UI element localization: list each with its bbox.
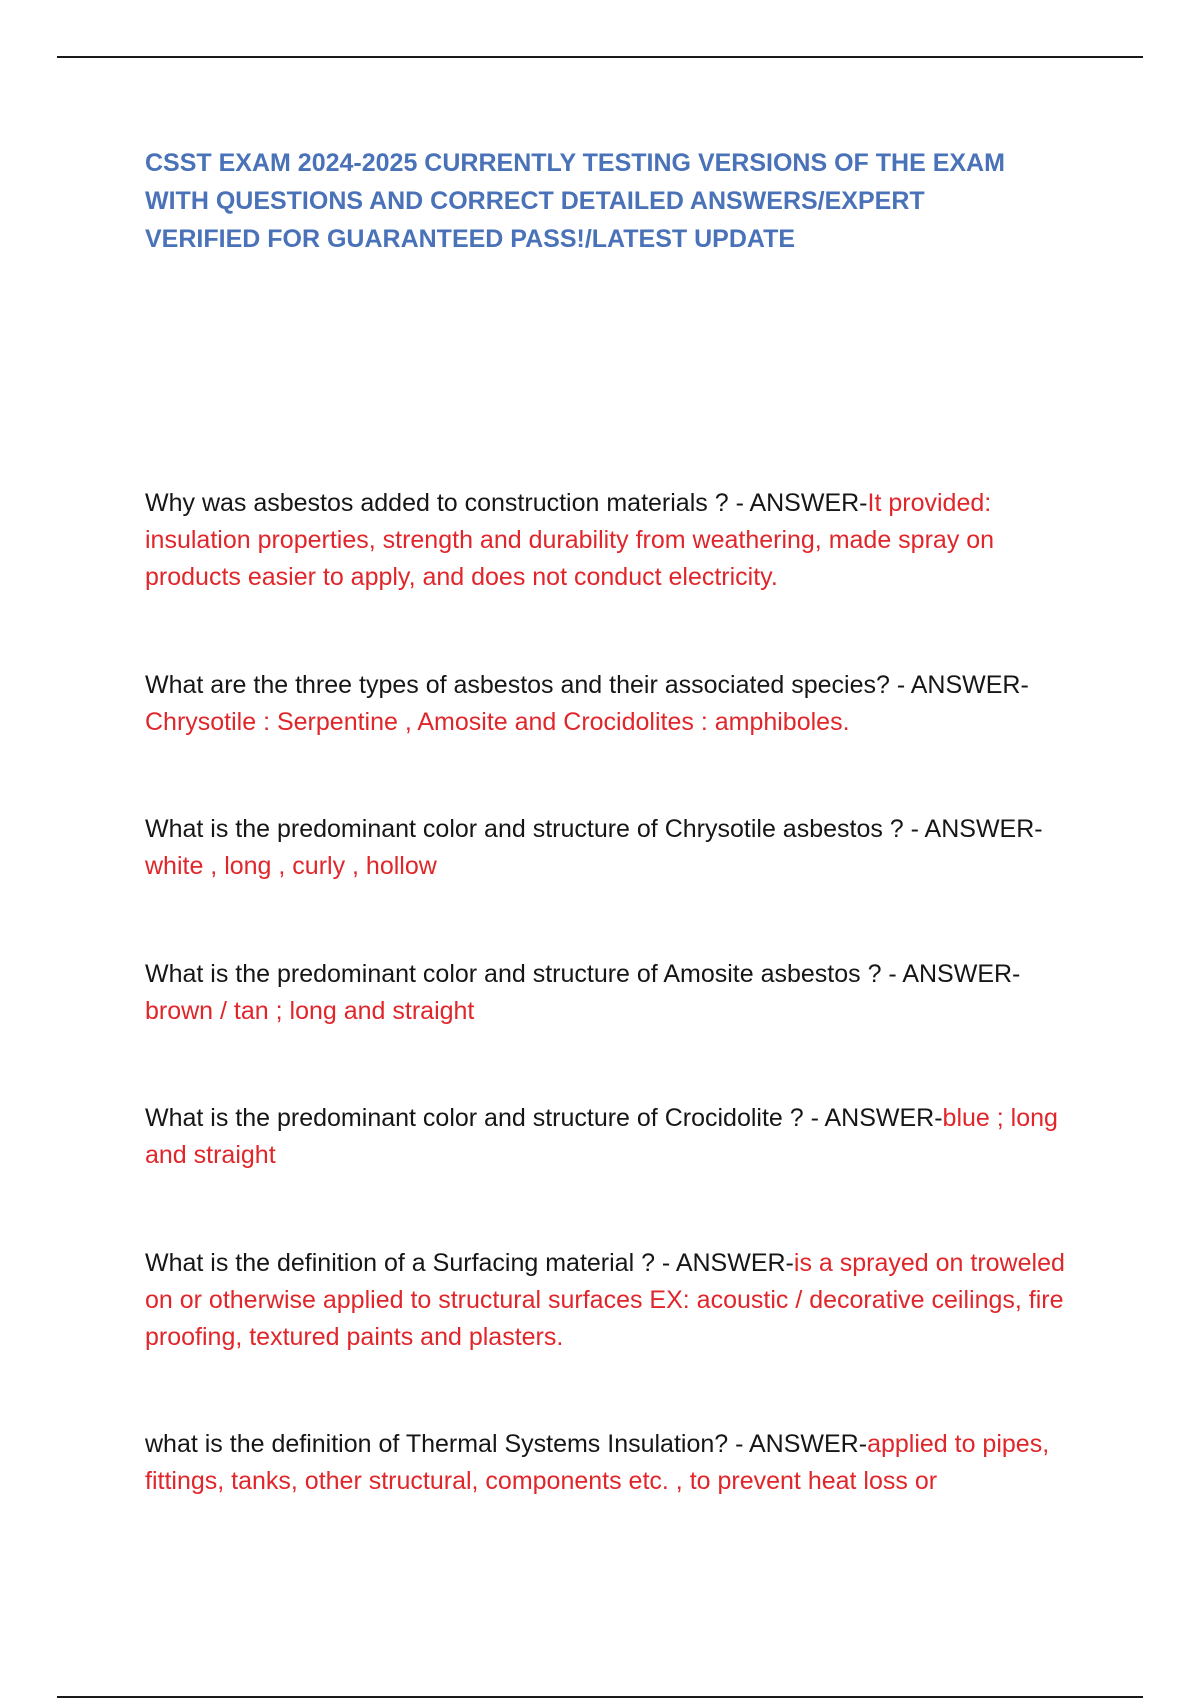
qa-item-4: [145, 956, 1065, 1030]
qa-item-5: [145, 1100, 1065, 1174]
question-text: Why was asbestos added to construction materials ? - ANSWER-: [145, 489, 868, 517]
answer-text: It provided: insulation properties, strength and durability from weathering, made spray on products easier to apply, and does not conduct electricity.: [145, 489, 995, 591]
answer-text: applied to pipes, fittings, tanks, other structural, components etc. , to prevent heat loss or: [145, 1430, 1050, 1495]
answer-text: brown / tan ; long and straight: [145, 997, 475, 1025]
answer-text: white , long , curly , hollow: [145, 852, 437, 880]
top-rule: [57, 56, 1143, 58]
bottom-rule: [57, 1696, 1143, 1698]
question-text: What is the predominant color and structure of Chrysotile asbestos ? - ANSWER-: [145, 815, 1043, 843]
qa-item-1: [145, 485, 1065, 596]
question-text: What are the three types of asbestos and their associated species? - ANSWER-: [145, 671, 1029, 699]
question-text: What is the predominant color and structure of Amosite asbestos ? - ANSWER-: [145, 960, 1021, 988]
qa-item-7: [145, 1426, 1065, 1500]
qa-item-6: [145, 1245, 1065, 1356]
document-title: CSST EXAM 2024-2025 CURRENTLY TESTING VERSIONS OF THE EXAM WITH QUESTIONS AND CORRECT DETAILED ANSWERS/EXPERT VERIFIED FOR GUARANTEED PASS!/LATEST UPDATE: [145, 149, 1005, 253]
answer-text: is a sprayed on troweled on or otherwise applied to structural surfaces EX: acoustic / decorative ceilings, fire proofing, textured paints and plasters.: [145, 1249, 1065, 1351]
question-text: what is the definition of Thermal Systems Insulation? - ANSWER-: [145, 1430, 868, 1458]
qa-item-2: [145, 667, 1065, 741]
answer-text: blue ; long and straight: [145, 1104, 1058, 1169]
question-text: What is the definition of a Surfacing material ? - ANSWER-: [145, 1249, 794, 1277]
answer-text: Chrysotile : Serpentine , Amosite and Crocidolites : amphiboles.: [145, 708, 850, 736]
qa-item-3: [145, 811, 1065, 885]
question-text: What is the predominant color and structure of Crocidolite ? - ANSWER-: [145, 1104, 943, 1132]
